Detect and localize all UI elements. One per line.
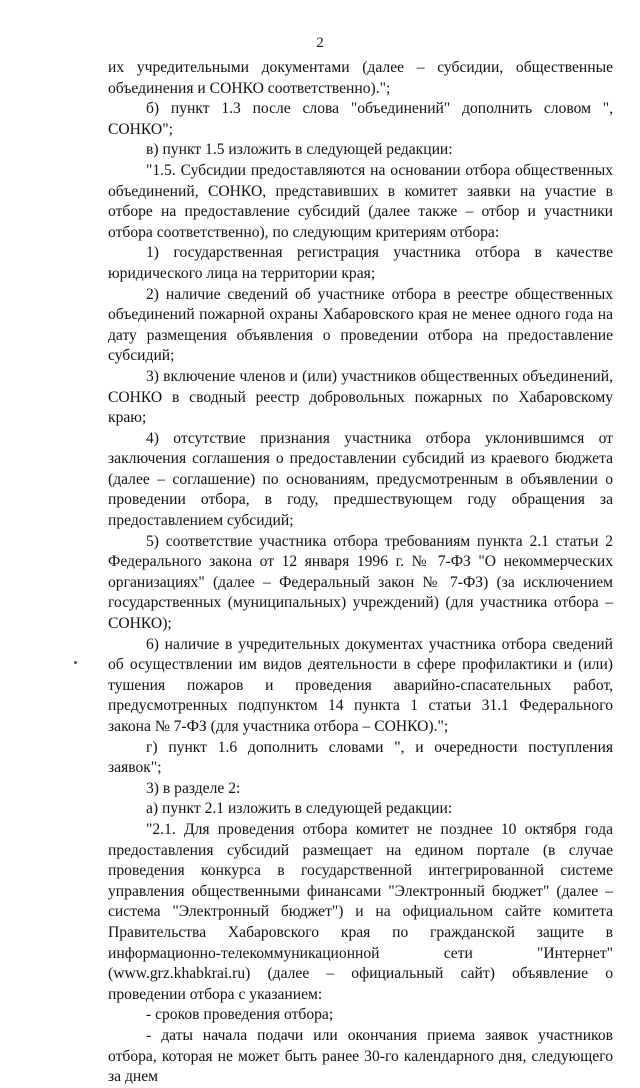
paragraph: 3) включение членов и (или) участников общественных объединений, СОНКО в сводный реестр добровольных пожарных по Хабаровскому краю; [108, 367, 613, 427]
paragraph: 3) в разделе 2: [146, 779, 241, 797]
paragraph: 6) наличие в учредительных документах участника отбора сведений об осуществлении им видов деятельности в сфере профилактики и (или) тушения пожаров и проведения аварийно-спасательных работ, предусмотренных подпунктом 14 пункта 1 статьи 31.1 Федерального закона № 7-ФЗ (для участника отбора – СОНКО)."; [108, 635, 613, 735]
paragraph: - даты начала подачи или окончания приема заявок участников отбора, которая не может быть ранее 30-го календарного дня, следующего за днем [108, 1026, 613, 1086]
paragraph: - сроков проведения отбора; [146, 1006, 334, 1024]
paragraph: 2) наличие сведений об участнике отбора в реестре общественных объединений пожарной охраны Хабаровского края не менее одного года на дату размещения объявления о проведении отбора на предоставление субсидий; [108, 285, 613, 365]
paragraph: их учредительными документами (далее – субсидии, общественные объединения и СОНКО соответственно)."; [108, 59, 613, 97]
paragraph: а) пункт 2.1 изложить в следующей редакции: [146, 800, 453, 818]
paragraph: в) пункт 1.5 изложить в следующей редакции: [146, 141, 453, 159]
paragraph: 5) соответствие участника отбора требованиям пункта 2.1 статьи 2 Федерального закона от 12 января 1996 г. № 7-ФЗ "О некоммерческих организациях" (далее – Федеральный закон № 7-ФЗ) (за исключением государственных (муниципальных) учреждений) (для участника отбора – СОНКО); [108, 532, 613, 633]
paragraph: "1.5. Субсидии предоставляются на основании отбора общественных объединений, СОНКО, представивших в комитет заявки на участие в отборе на предоставление субсидий (далее также – отбор и участники отбора соответственно), по следующим критериям отбора: [108, 161, 613, 241]
document-body [108, 58, 613, 1088]
scan-speck [74, 661, 77, 664]
paragraph: г) пункт 1.6 дополнить словами ", и очередности поступления заявок"; [108, 738, 613, 777]
paragraph: "2.1. Для проведения отбора комитет не позднее 10 октября года предоставления субсидий размещает на едином портале (в случае проведения конкурса в государственной интегрированной системе управления общественными финансами "Электронный бюджет" (далее – система "Электронный бюджет") и на официальном сайте комитета Правительства Хабаровского края по гражданской защите в информационно-телекоммуникационной сети "Интернет" (www.grz.khabkrai.ru) (далее – официальный сайт) объявление о проведении отбора с указанием: [108, 820, 613, 1003]
paragraph: б) пункт 1.3 после слова "объединений" дополнить словом ", СОНКО"; [108, 100, 613, 138]
paragraph: 4) отсутствие признания участника отбора уклонившимся от заключения соглашения о предоставлении субсидий из краевого бюджета (далее – соглашение) по основаниям, предусмотренным в объявлении о проведении отбора, в году, предшествующем году обращения за предоставлением субсидий; [108, 429, 613, 530]
page-number: 2 [316, 35, 324, 51]
paragraph: 1) государственная регистрация участника отбора в качестве юридического лица на территории края; [108, 244, 613, 282]
